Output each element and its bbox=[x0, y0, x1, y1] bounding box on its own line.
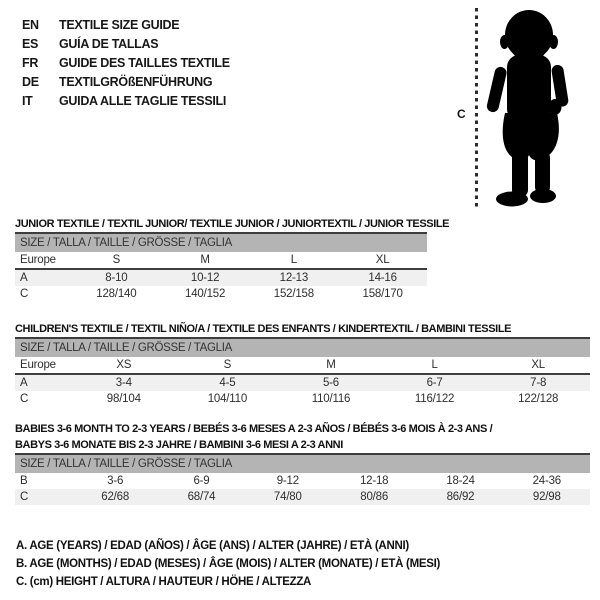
language-row bbox=[22, 34, 230, 53]
row-label: B bbox=[20, 475, 28, 487]
size-cell: 12-13 bbox=[279, 272, 309, 284]
language-code: IT bbox=[22, 93, 33, 108]
size-cell: XL bbox=[375, 254, 390, 266]
size-cell: 68/74 bbox=[187, 491, 216, 503]
size-row bbox=[15, 473, 590, 489]
size-cell: S bbox=[223, 359, 232, 371]
footnote: C. (cm) HEIGHT / ALTURA / HAUTEUR / HÖHE / ALTEZZA bbox=[16, 576, 312, 588]
size-row bbox=[15, 357, 590, 375]
size-cell: 62/68 bbox=[101, 491, 130, 503]
size-row bbox=[15, 375, 590, 391]
size-table-section bbox=[15, 216, 590, 302]
size-cell: L bbox=[290, 254, 297, 266]
size-cell: 6-7 bbox=[426, 377, 443, 389]
footnotes bbox=[16, 537, 440, 591]
table-title: CHILDREN'S TEXTILE / TEXTIL NIÑO/A / TEXTILE DES ENFANTS / KINDERTEXTIL / BAMBINI TESSILE bbox=[15, 323, 512, 335]
size-cell: M bbox=[200, 254, 210, 266]
language-code: FR bbox=[22, 55, 39, 70]
size-cell: 152/158 bbox=[273, 288, 314, 300]
table-title: JUNIOR TEXTILE / TEXTIL JUNIOR/ TEXTILE JUNIOR / JUNIORTEXTIL / JUNIOR TESSILE bbox=[15, 218, 450, 230]
size-table-header: SIZE / TALLA / TAILLE / GRÖSSE / TAGLIA bbox=[15, 234, 427, 252]
row-label: A bbox=[20, 377, 28, 389]
size-row bbox=[15, 391, 590, 407]
size-cell: 104/110 bbox=[207, 393, 248, 405]
height-measure-label: C bbox=[457, 107, 466, 121]
size-cell: 116/122 bbox=[414, 393, 455, 405]
table-title: BABIES 3-6 MONTH TO 2-3 YEARS / BEBÉS 3-6 MESES A 2-3 AÑOS / BÉBÉS 3-6 MOIS À 2-3 ANS / bbox=[15, 423, 493, 435]
size-table-header: SIZE / TALLA / TAILLE / GRÖSSE / TAGLIA bbox=[15, 339, 590, 357]
size-cell: 140/152 bbox=[185, 288, 226, 300]
footnote: B. AGE (MONTHS) / EDAD (MESES) / ÂGE (MOIS) / ALTER (MONATE) / ETÀ (MESI) bbox=[16, 558, 441, 570]
size-table bbox=[15, 453, 590, 505]
row-label: Europe bbox=[20, 359, 56, 371]
size-cell: 14-16 bbox=[368, 272, 397, 284]
row-label: C bbox=[20, 393, 29, 405]
language-code: DE bbox=[22, 74, 39, 89]
row-label: Europe bbox=[20, 254, 56, 266]
size-cell: L bbox=[431, 359, 438, 371]
size-cell: M bbox=[326, 359, 336, 371]
size-cell: 110/116 bbox=[311, 393, 351, 405]
size-row bbox=[15, 286, 427, 302]
language-code: EN bbox=[22, 17, 39, 32]
size-cell: 128/140 bbox=[96, 288, 137, 300]
size-row bbox=[15, 489, 590, 505]
size-cell: 12-18 bbox=[359, 475, 389, 487]
language-row bbox=[22, 53, 230, 72]
size-table-header: SIZE / TALLA / TAILLE / GRÖSSE / TAGLIA bbox=[15, 455, 590, 473]
size-cell: 4-5 bbox=[219, 377, 236, 389]
footnote: A. AGE (YEARS) / EDAD (AÑOS) / ÂGE (ANS) / ALTER (JAHRE) / ETÀ (ANNI) bbox=[16, 540, 409, 552]
language-row bbox=[22, 91, 230, 110]
size-cell: S bbox=[112, 254, 121, 266]
size-cell: 6-9 bbox=[193, 475, 210, 487]
row-label: C bbox=[20, 491, 29, 503]
row-label: A bbox=[20, 272, 28, 284]
size-cell: 98/104 bbox=[106, 393, 141, 405]
size-row bbox=[15, 252, 427, 270]
size-cell: 10-12 bbox=[190, 272, 220, 284]
language-title: TEXTILE SIZE GUIDE bbox=[59, 17, 180, 32]
language-title: GUIDA ALLE TAGLIE TESSILI bbox=[59, 93, 227, 108]
size-cell: 74/80 bbox=[273, 491, 302, 503]
language-code: ES bbox=[22, 36, 39, 51]
language-row bbox=[22, 72, 230, 91]
table-title: BABYS 3-6 MONATE BIS 2-3 JAHRE / BAMBINI 3-6 MESI A 2-3 ANNI bbox=[15, 439, 343, 451]
language-row bbox=[22, 15, 230, 34]
language-title: GUÍA DE TALLAS bbox=[59, 36, 159, 51]
toddler-silhouette-icon bbox=[485, 9, 577, 211]
language-title: GUIDE DES TAILLES TEXTILE bbox=[59, 55, 230, 70]
language-title: TEXTILGRÖßENFÜHRUNG bbox=[59, 74, 213, 89]
size-table-section bbox=[15, 421, 590, 505]
size-table-section bbox=[15, 321, 590, 407]
language-list bbox=[22, 15, 230, 110]
height-dotted-line bbox=[475, 8, 478, 209]
height-figure bbox=[456, 8, 586, 212]
size-cell: 5-6 bbox=[322, 377, 339, 389]
row-label: C bbox=[20, 288, 29, 300]
size-row bbox=[15, 270, 427, 286]
size-cell: 92/98 bbox=[532, 491, 561, 503]
size-table bbox=[15, 337, 590, 407]
size-cell: 3-6 bbox=[107, 475, 124, 487]
size-cell: 158/170 bbox=[362, 288, 403, 300]
size-cell: 8-10 bbox=[105, 272, 128, 284]
size-table bbox=[15, 232, 427, 302]
size-cell: 122/128 bbox=[518, 393, 559, 405]
size-cell: 9-12 bbox=[276, 475, 299, 487]
size-cell: 3-4 bbox=[115, 377, 132, 389]
size-cell: 86/92 bbox=[446, 491, 475, 503]
size-cell: 7-8 bbox=[530, 377, 547, 389]
size-cell: XL bbox=[531, 359, 545, 371]
size-cell: 80/86 bbox=[360, 491, 389, 503]
size-cell: 24-36 bbox=[532, 475, 562, 487]
size-cell: XS bbox=[116, 359, 132, 371]
size-cell: 18-24 bbox=[446, 475, 475, 487]
